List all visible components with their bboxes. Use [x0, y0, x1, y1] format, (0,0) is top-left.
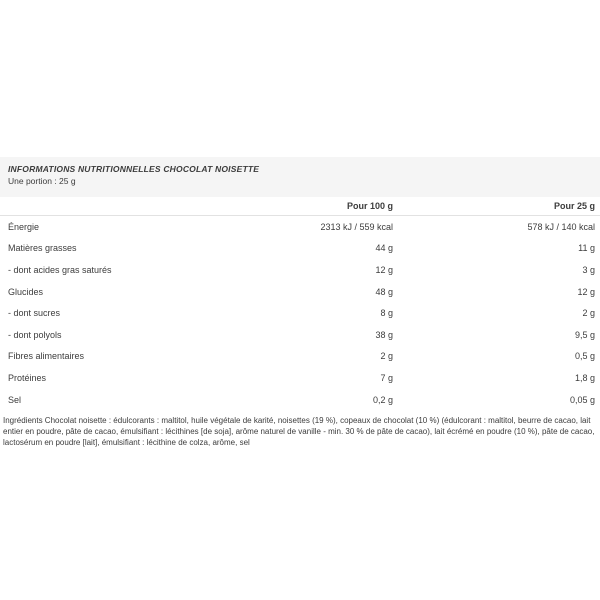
table-row [0, 346, 600, 368]
nutrient-label: - dont polyols [8, 329, 62, 340]
table-row [0, 281, 600, 303]
value-per-100g: 12 g [375, 264, 393, 275]
nutrition-header-band [0, 157, 600, 197]
value-per-25g: 1,8 g [574, 372, 595, 383]
table-row [0, 238, 600, 260]
column-header-per-25g: Pour 25 g [553, 201, 595, 211]
table-row [0, 367, 600, 389]
value-per-25g: 9,5 g [574, 329, 595, 340]
value-per-25g: 578 kJ / 140 kcal [527, 221, 595, 232]
value-per-25g: 2 g [582, 308, 595, 319]
nutrient-label: - dont sucres [8, 308, 61, 319]
table-body [0, 216, 600, 410]
value-per-25g: 0,5 g [574, 351, 595, 362]
nutrition-info-page [0, 157, 600, 600]
value-per-100g: 2313 kJ / 559 kcal [320, 221, 393, 232]
value-per-100g: 2 g [380, 351, 393, 362]
nutrient-label: Énergie [8, 221, 40, 232]
nutrition-table [0, 197, 600, 410]
value-per-25g: 11 g [578, 243, 595, 254]
nutrient-label: Fibres alimentaires [8, 351, 85, 362]
nutrient-label: Matières grasses [8, 243, 77, 254]
ingredients-text: Ingrédients Chocolat noisette : édulcorants : maltitol, huile végétale de karité, noisettes (19 %), copeaux de chocolat (10 %) (édulcorant : maltitol, beurre de cacao, lait entier en poudre, pâte de cacao, émulsifiant : lécithines [de soja], arôme naturel de vanille - min. 30 % de pâte de cacao), lait écrémé en poudre (10 %), pâte de cacao, lactosérum en poudre [lait], émulsifiant : lécithine de colza, arôme, sel [3, 416, 595, 448]
value-per-100g: 7 g [380, 372, 393, 383]
column-header-per-100g: Pour 100 g [346, 201, 393, 211]
table-row [0, 324, 600, 346]
table-row [0, 302, 600, 324]
value-per-100g: 8 g [380, 308, 393, 319]
nutrition-title: INFORMATIONS NUTRITIONNELLES CHOCOLAT NOISETTE [8, 164, 260, 174]
nutrient-label: - dont acides gras saturés [8, 264, 112, 275]
value-per-100g: 0,2 g [372, 394, 393, 405]
value-per-100g: 48 g [375, 286, 393, 297]
nutrient-label: Glucides [8, 286, 44, 297]
value-per-25g: 0,05 g [569, 394, 595, 405]
nutrient-label: Sel [8, 394, 22, 405]
value-per-25g: 12 g [577, 286, 595, 297]
value-per-100g: 38 g [375, 329, 393, 340]
value-per-100g: 44 g [375, 243, 393, 254]
value-per-25g: 3 g [582, 264, 595, 275]
table-row [0, 216, 600, 238]
nutrient-label: Protéines [8, 372, 47, 383]
table-row [0, 389, 600, 411]
table-row [0, 259, 600, 281]
portion-size-text: Une portion : 25 g [8, 176, 76, 186]
table-header-row [0, 197, 600, 216]
